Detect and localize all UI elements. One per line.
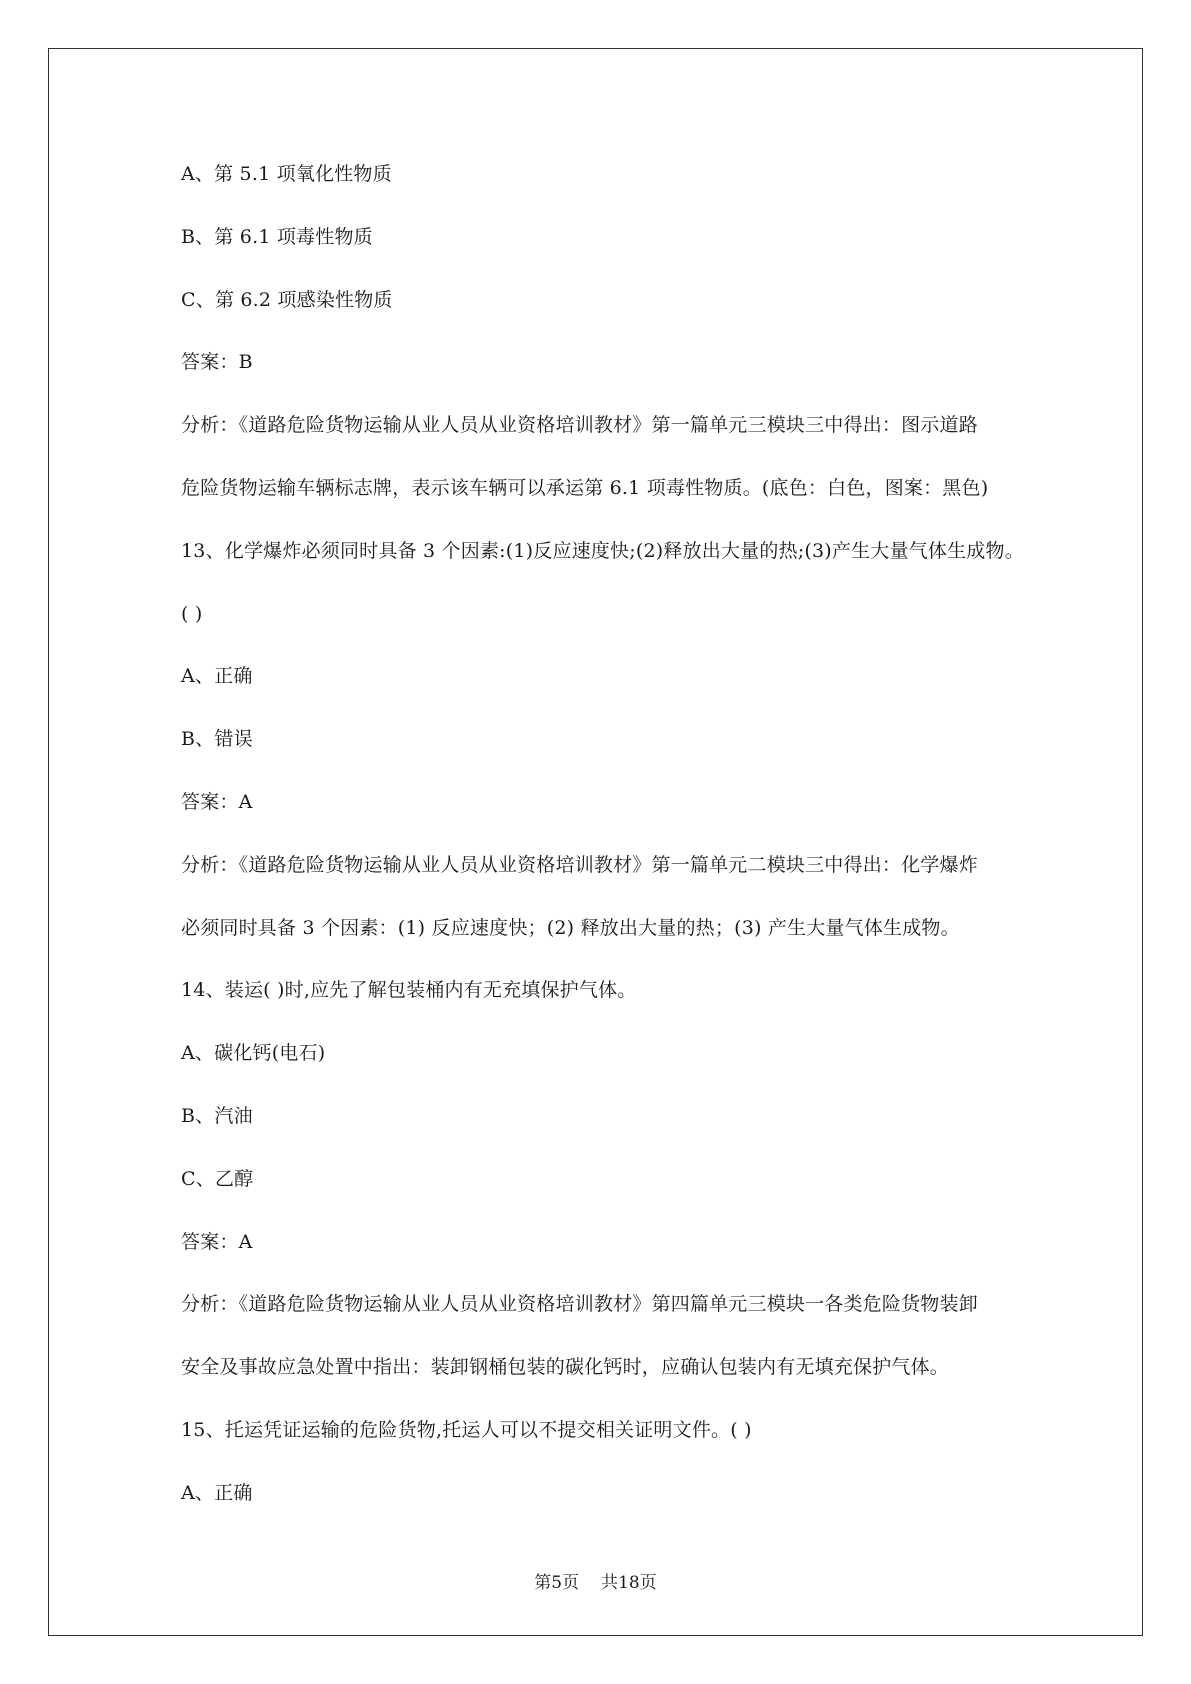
question-13-bracket: ( ) [181, 602, 203, 625]
analysis-line: 分析：《道路危险货物运输从业人员从业资格培训教材》第四篇单元三模块一各类危险货物装卸 [181, 1293, 978, 1316]
option-a: A、第 5.1 项氧化性物质 [181, 163, 392, 185]
page-number: 第5页 [534, 1573, 580, 1593]
option-a: A、正确 [181, 665, 253, 688]
question-14: 14、装运( )时,应先了解包装桶内有无充填保护气体。 [181, 979, 637, 1002]
question-13: 13、化学爆炸必须同时具备 3 个因素:(1)反应速度快;(2)释放出大量的热;(3)产生大量气体生成物。 [181, 539, 1024, 562]
answer-line: 答案：A [181, 790, 253, 813]
analysis-line: 危险货物运输车辆标志牌，表示该车辆可以承运第 6.1 项毒性物质。(底色：白色，图案：黑色) [181, 476, 989, 499]
option-c: C、第 6.2 项感染性物质 [181, 288, 393, 311]
document-body [181, 150, 1024, 1532]
page-total: 共18页 [601, 1573, 657, 1593]
option-b: B、错误 [181, 728, 253, 751]
analysis-line: 安全及事故应急处置中指出：装卸钢桶包装的碳化钙时，应确认包装内有无填充保护气体。 [181, 1356, 950, 1379]
page-footer [0, 1568, 1191, 1593]
question-15: 15、托运凭证运输的危险货物,托运人可以不提交相关证明文件。( ) [181, 1418, 752, 1441]
option-b: B、第 6.1 项毒性物质 [181, 225, 373, 248]
option-c: C、乙醇 [181, 1167, 254, 1190]
analysis-line: 分析：《道路危险货物运输从业人员从业资格培训教材》第一篇单元二模块三中得出：化学爆炸 [181, 853, 978, 876]
answer-line: 答案：B [181, 351, 253, 374]
analysis-line: 分析：《道路危险货物运输从业人员从业资格培训教材》第一篇单元三模块三中得出：图示道路 [181, 414, 978, 437]
option-a: A、正确 [181, 1481, 253, 1504]
option-b: B、汽油 [181, 1104, 253, 1127]
answer-line: 答案：A [181, 1230, 253, 1253]
option-a: A、碳化钙(电石) [181, 1042, 326, 1065]
analysis-line: 必须同时具备 3 个因素：(1) 反应速度快；(2) 释放出大量的热；(3) 产生大量气体生成物。 [181, 916, 960, 939]
